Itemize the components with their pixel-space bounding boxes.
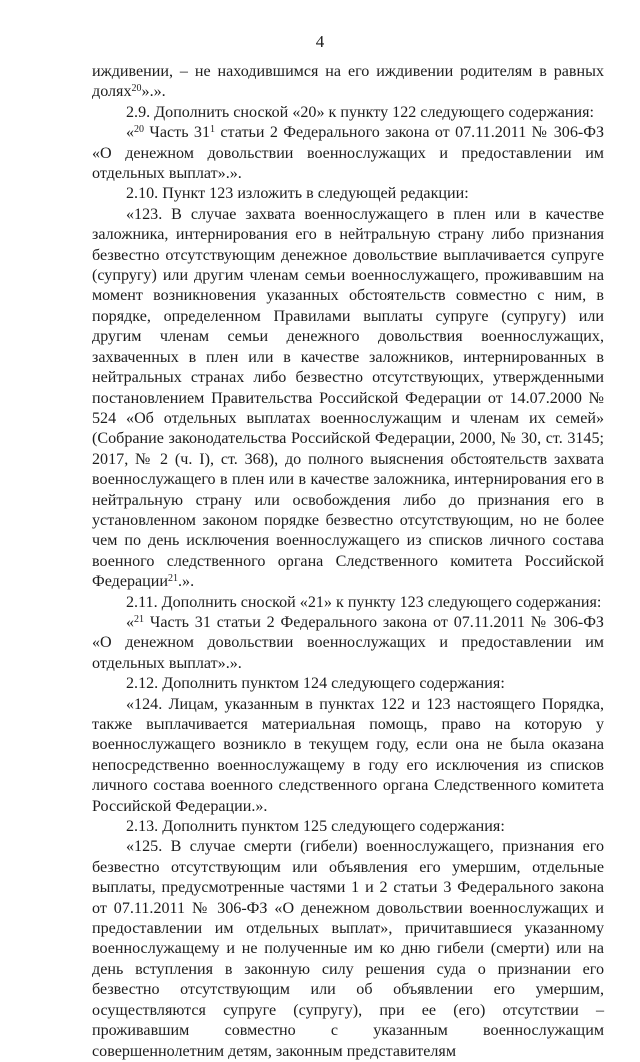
paragraph-text: 2.10. Пункт 123 изложить в следующей редакции: (126, 185, 469, 203)
footnote-marker: 1 (210, 124, 215, 136)
paragraph (92, 184, 604, 204)
paragraph-text: ».». (141, 83, 166, 101)
paragraph-text: 2.9. Дополнить сноской «20» к пункту 122 следующего содержания: (126, 103, 594, 121)
page-number: 4 (315, 32, 325, 51)
paragraph-text: « (126, 613, 135, 631)
paragraph-text: «123. В случае захвата военнослужащего в плен или в качестве заложника, интернирования его в нейтральную страну либо признания безвестно отсутствующим денежное довольствие выплачивается супруге (супругу) или другим членам семьи военнослужащего, проживавшим на момент возникновения указанных обстоятельств совместно с ним, в порядке, определенном Правилами выплаты супруге (супругу) или другим членам семьи денежного довольствия военнослужащих, захваченных в плен или в качестве заложников, интернированных в нейтральных странах либо безвестно отсутствующих, утвержденными постановлением Правительства Российской Федерации от 14.07.2000 № 524 «Об отдельных выплатах военнослужащим и членам их семей» (Собрание законодательства Российской Федерации, 2000, № 30, ст. 3145; 2017, № 2 (ч. I), ст. 368), до полного выяснения обстоятельств захвата военнослужащего в плен или в качестве заложника, интернирования его в нейтральную страну или освобождения либо до признания его в установленном законом порядке безвестно отсутствующим, но не более чем по день исключения военнослужащего из списков личного состава военного следственного органа Следственного комитета Российской Федерации (92, 205, 604, 591)
paragraph (92, 593, 604, 613)
paragraph-text: иждивении, – не находившимся на его иждивении родителям в равных долях (92, 63, 604, 101)
paragraph (92, 817, 604, 837)
paragraph-text: Часть 31 (144, 124, 210, 142)
paragraph-text: 2.12. Дополнить пунктом 124 следующего содержания: (126, 675, 505, 693)
paragraph (92, 837, 604, 1061)
paragraph-text: статьи 2 Федерального закона от 07.11.2011 № 306-ФЗ «О денежном довольствии военнослужащих и предоставлении им отдельных выплат».». (92, 124, 605, 183)
footnote-marker: 21 (168, 573, 179, 585)
paragraph-text: «124. Лицам, указанным в пунктах 122 и 123 настоящего Порядка, также выплачивается материальная помощь, право на которую у военнослужащего возникло в текущем году, если она не была оказана непосредственно военнослужащему в году его исключения из списков личного состава военного следственного органа Следственного комитета Российской Федерации.». (92, 695, 604, 815)
paragraph-text: « (126, 124, 135, 142)
paragraph (92, 695, 604, 817)
paragraph-text: Часть 31 статьи 2 Федерального закона от 07.11.2011 № 306-ФЗ «О денежном довольствии военнослужащих и предоставлении им отдельных выплат».». (92, 613, 604, 672)
paragraph (92, 123, 604, 184)
footnote-marker: 21 (134, 613, 145, 625)
paragraph (92, 674, 604, 694)
paragraph-text: «125. В случае смерти (гибели) военнослужащего, признания его безвестно отсутствующим или объявления его умершим, отдельные выплаты, предусмотренные частями 1 и 2 статьи 3 Федерального закона от 07.11.2011 № 306-ФЗ «О денежном довольствии военнослужащих и предоставлении им отдельных выплат», причитавшиеся указанному военнослужащему и не полученные им ко дню гибели (смерти) или на день вступления в законную силу решения суда о признании его безвестно отсутствующим или об объявлении его умершим, осуществляются супруге (супругу), при ее (его) отсутствии – проживавшим совместно с указанным военнослужащим совершеннолетним детям, законным представителям (92, 838, 604, 1060)
paragraph (92, 613, 604, 674)
footnote-marker: 20 (134, 124, 145, 136)
paragraph (92, 103, 604, 123)
paragraph (92, 205, 604, 593)
paragraph-text: 2.11. Дополнить сноской «21» к пункту 123 следующего содержания: (126, 593, 602, 611)
footnote-marker: 20 (131, 83, 142, 95)
paragraph-text: 2.13. Дополнить пунктом 125 следующего содержания: (126, 818, 505, 836)
paragraph (92, 62, 604, 103)
paragraph-text: .». (178, 573, 195, 591)
document-body (92, 62, 604, 1062)
